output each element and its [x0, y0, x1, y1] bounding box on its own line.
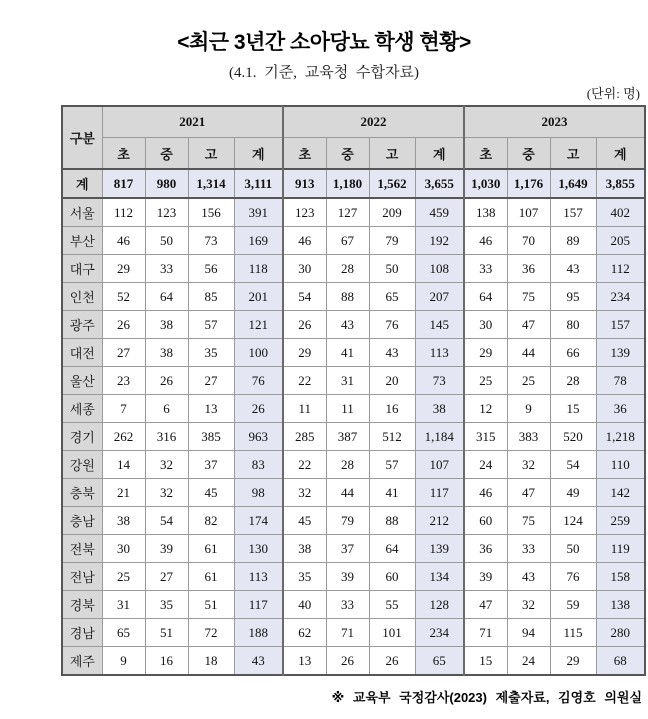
year-header-2022: 2022: [283, 106, 464, 138]
col-header-elementary: 초: [102, 138, 145, 170]
col-header-middle: 중: [145, 138, 188, 170]
table-cell: 139: [415, 535, 464, 563]
table-cell: 33: [464, 255, 507, 283]
table-cell: 1,176: [507, 169, 550, 198]
table-header: [62, 106, 645, 169]
region-row: [62, 479, 645, 507]
table-cell: 51: [145, 619, 188, 647]
table-cell: 13: [283, 647, 326, 676]
row-header: 광주: [62, 311, 102, 339]
table-cell: 35: [283, 563, 326, 591]
table-cell: 1,030: [464, 169, 507, 198]
table-cell: 79: [369, 227, 415, 255]
table-cell: 40: [283, 591, 326, 619]
col-header-high: 고: [369, 138, 415, 170]
table-cell: 212: [415, 507, 464, 535]
table-cell: 128: [415, 591, 464, 619]
table-cell: 9: [507, 395, 550, 423]
table-cell: 32: [145, 479, 188, 507]
table-cell: 138: [596, 591, 645, 619]
table-cell: 108: [415, 255, 464, 283]
table-cell: 383: [507, 423, 550, 451]
table-cell: 201: [234, 283, 283, 311]
table-cell: 35: [188, 339, 234, 367]
row-header: 인천: [62, 283, 102, 311]
region-row: [62, 311, 645, 339]
table-cell: 37: [326, 535, 369, 563]
table-cell: 64: [145, 283, 188, 311]
table-cell: 61: [188, 535, 234, 563]
table-cell: 980: [145, 169, 188, 198]
table-cell: 38: [145, 339, 188, 367]
table-cell: 107: [507, 198, 550, 227]
table-cell: 207: [415, 283, 464, 311]
table-cell: 56: [188, 255, 234, 283]
table-cell: 76: [369, 311, 415, 339]
table-cell: 124: [550, 507, 596, 535]
table-cell: 112: [102, 198, 145, 227]
row-header: 전북: [62, 535, 102, 563]
table-cell: 60: [369, 563, 415, 591]
table-cell: 14: [102, 451, 145, 479]
table-cell: 27: [102, 339, 145, 367]
table-cell: 20: [369, 367, 415, 395]
table-cell: 32: [283, 479, 326, 507]
table-cell: 33: [145, 255, 188, 283]
table-cell: 117: [234, 591, 283, 619]
table-cell: 234: [596, 283, 645, 311]
table-cell: 117: [415, 479, 464, 507]
table-cell: 46: [102, 227, 145, 255]
table-cell: 101: [369, 619, 415, 647]
region-row: [62, 198, 645, 227]
year-header-2023: 2023: [464, 106, 645, 138]
table-cell: 30: [283, 255, 326, 283]
table-cell: 54: [550, 451, 596, 479]
table-cell: 32: [507, 451, 550, 479]
table-cell: 192: [415, 227, 464, 255]
table-cell: 26: [369, 647, 415, 676]
row-header: 계: [62, 169, 102, 198]
region-row: [62, 423, 645, 451]
row-header: 강원: [62, 451, 102, 479]
table-cell: 234: [415, 619, 464, 647]
region-row: [62, 647, 645, 676]
table-cell: 12: [464, 395, 507, 423]
table-cell: 51: [188, 591, 234, 619]
row-header: 서울: [62, 198, 102, 227]
table-cell: 31: [102, 591, 145, 619]
table-cell: 39: [464, 563, 507, 591]
table-cell: 52: [102, 283, 145, 311]
table-cell: 46: [283, 227, 326, 255]
table-cell: 26: [283, 311, 326, 339]
table-cell: 28: [550, 367, 596, 395]
table-cell: 25: [102, 563, 145, 591]
table-cell: 47: [464, 591, 507, 619]
table-cell: 3,655: [415, 169, 464, 198]
table-cell: 3,855: [596, 169, 645, 198]
row-header: 부산: [62, 227, 102, 255]
table-cell: 26: [234, 395, 283, 423]
table-cell: 169: [234, 227, 283, 255]
table-cell: 142: [596, 479, 645, 507]
table-cell: 24: [464, 451, 507, 479]
table-cell: 57: [369, 451, 415, 479]
table-cell: 65: [102, 619, 145, 647]
table-cell: 36: [507, 255, 550, 283]
table-cell: 78: [596, 367, 645, 395]
table-cell: 24: [507, 647, 550, 676]
table-cell: 174: [234, 507, 283, 535]
table-cell: 817: [102, 169, 145, 198]
year-header-row: [62, 106, 645, 138]
table-cell: 15: [550, 395, 596, 423]
col-header-high: 고: [188, 138, 234, 170]
col-header-elementary: 초: [464, 138, 507, 170]
row-header: 대구: [62, 255, 102, 283]
table-cell: 188: [234, 619, 283, 647]
table-cell: 79: [326, 507, 369, 535]
table-cell: 32: [145, 451, 188, 479]
school-level-header-row: [62, 138, 645, 170]
table-cell: 60: [464, 507, 507, 535]
row-header: 제주: [62, 647, 102, 676]
table-cell: 80: [550, 311, 596, 339]
table-cell: 138: [464, 198, 507, 227]
table-cell: 85: [188, 283, 234, 311]
table-cell: 43: [369, 339, 415, 367]
table-cell: 72: [188, 619, 234, 647]
table-cell: 11: [283, 395, 326, 423]
table-cell: 28: [326, 255, 369, 283]
table-cell: 57: [188, 311, 234, 339]
table-cell: 157: [550, 198, 596, 227]
table-cell: 118: [234, 255, 283, 283]
table-cell: 71: [326, 619, 369, 647]
table-cell: 73: [415, 367, 464, 395]
source-footnote: ※ 교육부 국정감사(2023) 제출자료, 김영호 의원실: [331, 690, 642, 705]
table-cell: 47: [507, 479, 550, 507]
table-body: [62, 169, 645, 675]
table-cell: 27: [188, 367, 234, 395]
table-cell: 29: [283, 339, 326, 367]
table-cell: 25: [507, 367, 550, 395]
table-cell: 157: [596, 311, 645, 339]
table-cell: 280: [596, 619, 645, 647]
table-cell: 1,218: [596, 423, 645, 451]
region-row: [62, 619, 645, 647]
table-cell: 71: [464, 619, 507, 647]
table-cell: 1,314: [188, 169, 234, 198]
region-row: [62, 367, 645, 395]
table-cell: 38: [145, 311, 188, 339]
table-cell: 46: [464, 479, 507, 507]
table-cell: 26: [102, 311, 145, 339]
col-header-total: 계: [234, 138, 283, 170]
region-row: [62, 563, 645, 591]
table-cell: 209: [369, 198, 415, 227]
col-header-elementary: 초: [283, 138, 326, 170]
table-cell: 1,649: [550, 169, 596, 198]
total-row: [62, 169, 645, 198]
table-cell: 127: [326, 198, 369, 227]
table-cell: 1,562: [369, 169, 415, 198]
table-cell: 50: [550, 535, 596, 563]
region-row: [62, 507, 645, 535]
table-cell: 49: [550, 479, 596, 507]
region-row: [62, 227, 645, 255]
table-cell: 30: [464, 311, 507, 339]
table-cell: 75: [507, 507, 550, 535]
table-cell: 64: [369, 535, 415, 563]
table-cell: 36: [596, 395, 645, 423]
region-row: [62, 535, 645, 563]
table-cell: 119: [596, 535, 645, 563]
region-row: [62, 451, 645, 479]
table-cell: 43: [507, 563, 550, 591]
table-cell: 32: [507, 591, 550, 619]
col-header-total: 계: [415, 138, 464, 170]
table-cell: 83: [234, 451, 283, 479]
table-cell: 31: [326, 367, 369, 395]
table-cell: 107: [415, 451, 464, 479]
row-header: 경북: [62, 591, 102, 619]
table-cell: 285: [283, 423, 326, 451]
table-cell: 88: [326, 283, 369, 311]
table-cell: 113: [234, 563, 283, 591]
table-cell: 16: [369, 395, 415, 423]
row-header: 세종: [62, 395, 102, 423]
table-cell: 18: [188, 647, 234, 676]
table-cell: 62: [283, 619, 326, 647]
table-cell: 113: [415, 339, 464, 367]
col-header-middle: 중: [326, 138, 369, 170]
table-cell: 145: [415, 311, 464, 339]
table-cell: 41: [326, 339, 369, 367]
table-cell: 29: [464, 339, 507, 367]
table-cell: 130: [234, 535, 283, 563]
table-cell: 43: [550, 255, 596, 283]
row-header: 울산: [62, 367, 102, 395]
table-cell: 65: [415, 647, 464, 676]
table-cell: 115: [550, 619, 596, 647]
table-cell: 402: [596, 198, 645, 227]
table-cell: 262: [102, 423, 145, 451]
region-row: [62, 591, 645, 619]
table-cell: 1,184: [415, 423, 464, 451]
table-cell: 205: [596, 227, 645, 255]
region-row: [62, 255, 645, 283]
table-cell: 100: [234, 339, 283, 367]
table-cell: 134: [415, 563, 464, 591]
table-cell: 39: [326, 563, 369, 591]
table-cell: 112: [596, 255, 645, 283]
table-cell: 33: [507, 535, 550, 563]
table-cell: 36: [464, 535, 507, 563]
col-header-middle: 중: [507, 138, 550, 170]
table-cell: 1,180: [326, 169, 369, 198]
table-cell: 123: [145, 198, 188, 227]
row-header: 충북: [62, 479, 102, 507]
table-cell: 15: [464, 647, 507, 676]
table-cell: 25: [464, 367, 507, 395]
table-cell: 158: [596, 563, 645, 591]
table-cell: 29: [102, 255, 145, 283]
table-cell: 35: [145, 591, 188, 619]
table-cell: 259: [596, 507, 645, 535]
table-cell: 22: [283, 451, 326, 479]
row-header: 대전: [62, 339, 102, 367]
table-cell: 123: [283, 198, 326, 227]
corner-header-gubun: 구분: [62, 106, 102, 169]
table-cell: 54: [283, 283, 326, 311]
table-cell: 459: [415, 198, 464, 227]
table-cell: 26: [145, 367, 188, 395]
table-cell: 913: [283, 169, 326, 198]
table-cell: 16: [145, 647, 188, 676]
row-header: 경기: [62, 423, 102, 451]
table-cell: 44: [507, 339, 550, 367]
table-cell: 33: [326, 591, 369, 619]
table-cell: 50: [145, 227, 188, 255]
table-cell: 28: [326, 451, 369, 479]
table-cell: 67: [326, 227, 369, 255]
table-cell: 316: [145, 423, 188, 451]
table-cell: 95: [550, 283, 596, 311]
table-cell: 50: [369, 255, 415, 283]
table-cell: 45: [188, 479, 234, 507]
document-title: <최근 3년간 소아당뇨 학생 현황>: [177, 31, 471, 54]
table-cell: 38: [415, 395, 464, 423]
table-cell: 41: [369, 479, 415, 507]
table-cell: 37: [188, 451, 234, 479]
region-row: [62, 339, 645, 367]
table-cell: 391: [234, 198, 283, 227]
table-cell: 66: [550, 339, 596, 367]
region-row: [62, 395, 645, 423]
table-cell: 315: [464, 423, 507, 451]
table-cell: 44: [326, 479, 369, 507]
col-header-high: 고: [550, 138, 596, 170]
table-cell: 61: [188, 563, 234, 591]
table-cell: 59: [550, 591, 596, 619]
table-cell: 21: [102, 479, 145, 507]
table-cell: 520: [550, 423, 596, 451]
table-cell: 43: [326, 311, 369, 339]
table-cell: 76: [550, 563, 596, 591]
table-cell: 73: [188, 227, 234, 255]
table-cell: 27: [145, 563, 188, 591]
table-cell: 121: [234, 311, 283, 339]
year-header-2021: 2021: [102, 106, 283, 138]
table-cell: 45: [283, 507, 326, 535]
table-cell: 30: [102, 535, 145, 563]
table-cell: 94: [507, 619, 550, 647]
table-cell: 38: [283, 535, 326, 563]
table-cell: 6: [145, 395, 188, 423]
table-cell: 7: [102, 395, 145, 423]
table-cell: 9: [102, 647, 145, 676]
table-cell: 11: [326, 395, 369, 423]
table-cell: 26: [326, 647, 369, 676]
table-cell: 22: [283, 367, 326, 395]
table-cell: 29: [550, 647, 596, 676]
unit-label: (단위: 명): [586, 86, 640, 101]
table-cell: 385: [188, 423, 234, 451]
table-cell: 70: [507, 227, 550, 255]
table-cell: 68: [596, 647, 645, 676]
table-cell: 39: [145, 535, 188, 563]
table-cell: 23: [102, 367, 145, 395]
col-header-total: 계: [596, 138, 645, 170]
table-cell: 98: [234, 479, 283, 507]
table-cell: 387: [326, 423, 369, 451]
diabetes-students-table: [61, 105, 646, 676]
table-cell: 65: [369, 283, 415, 311]
table-cell: 3,111: [234, 169, 283, 198]
table-cell: 82: [188, 507, 234, 535]
table-cell: 75: [507, 283, 550, 311]
table-cell: 43: [234, 647, 283, 676]
region-row: [62, 283, 645, 311]
row-header: 경남: [62, 619, 102, 647]
table-cell: 110: [596, 451, 645, 479]
table-cell: 38: [102, 507, 145, 535]
table-cell: 46: [464, 227, 507, 255]
table-cell: 54: [145, 507, 188, 535]
table-cell: 13: [188, 395, 234, 423]
table-cell: 76: [234, 367, 283, 395]
table-cell: 156: [188, 198, 234, 227]
row-header: 전남: [62, 563, 102, 591]
table-cell: 55: [369, 591, 415, 619]
table-cell: 64: [464, 283, 507, 311]
table-cell: 88: [369, 507, 415, 535]
table-cell: 963: [234, 423, 283, 451]
table-cell: 512: [369, 423, 415, 451]
table-cell: 139: [596, 339, 645, 367]
table-cell: 47: [507, 311, 550, 339]
row-header: 충남: [62, 507, 102, 535]
table-cell: 89: [550, 227, 596, 255]
document-subtitle: (4.1. 기준, 교육청 수합자료): [229, 65, 419, 81]
